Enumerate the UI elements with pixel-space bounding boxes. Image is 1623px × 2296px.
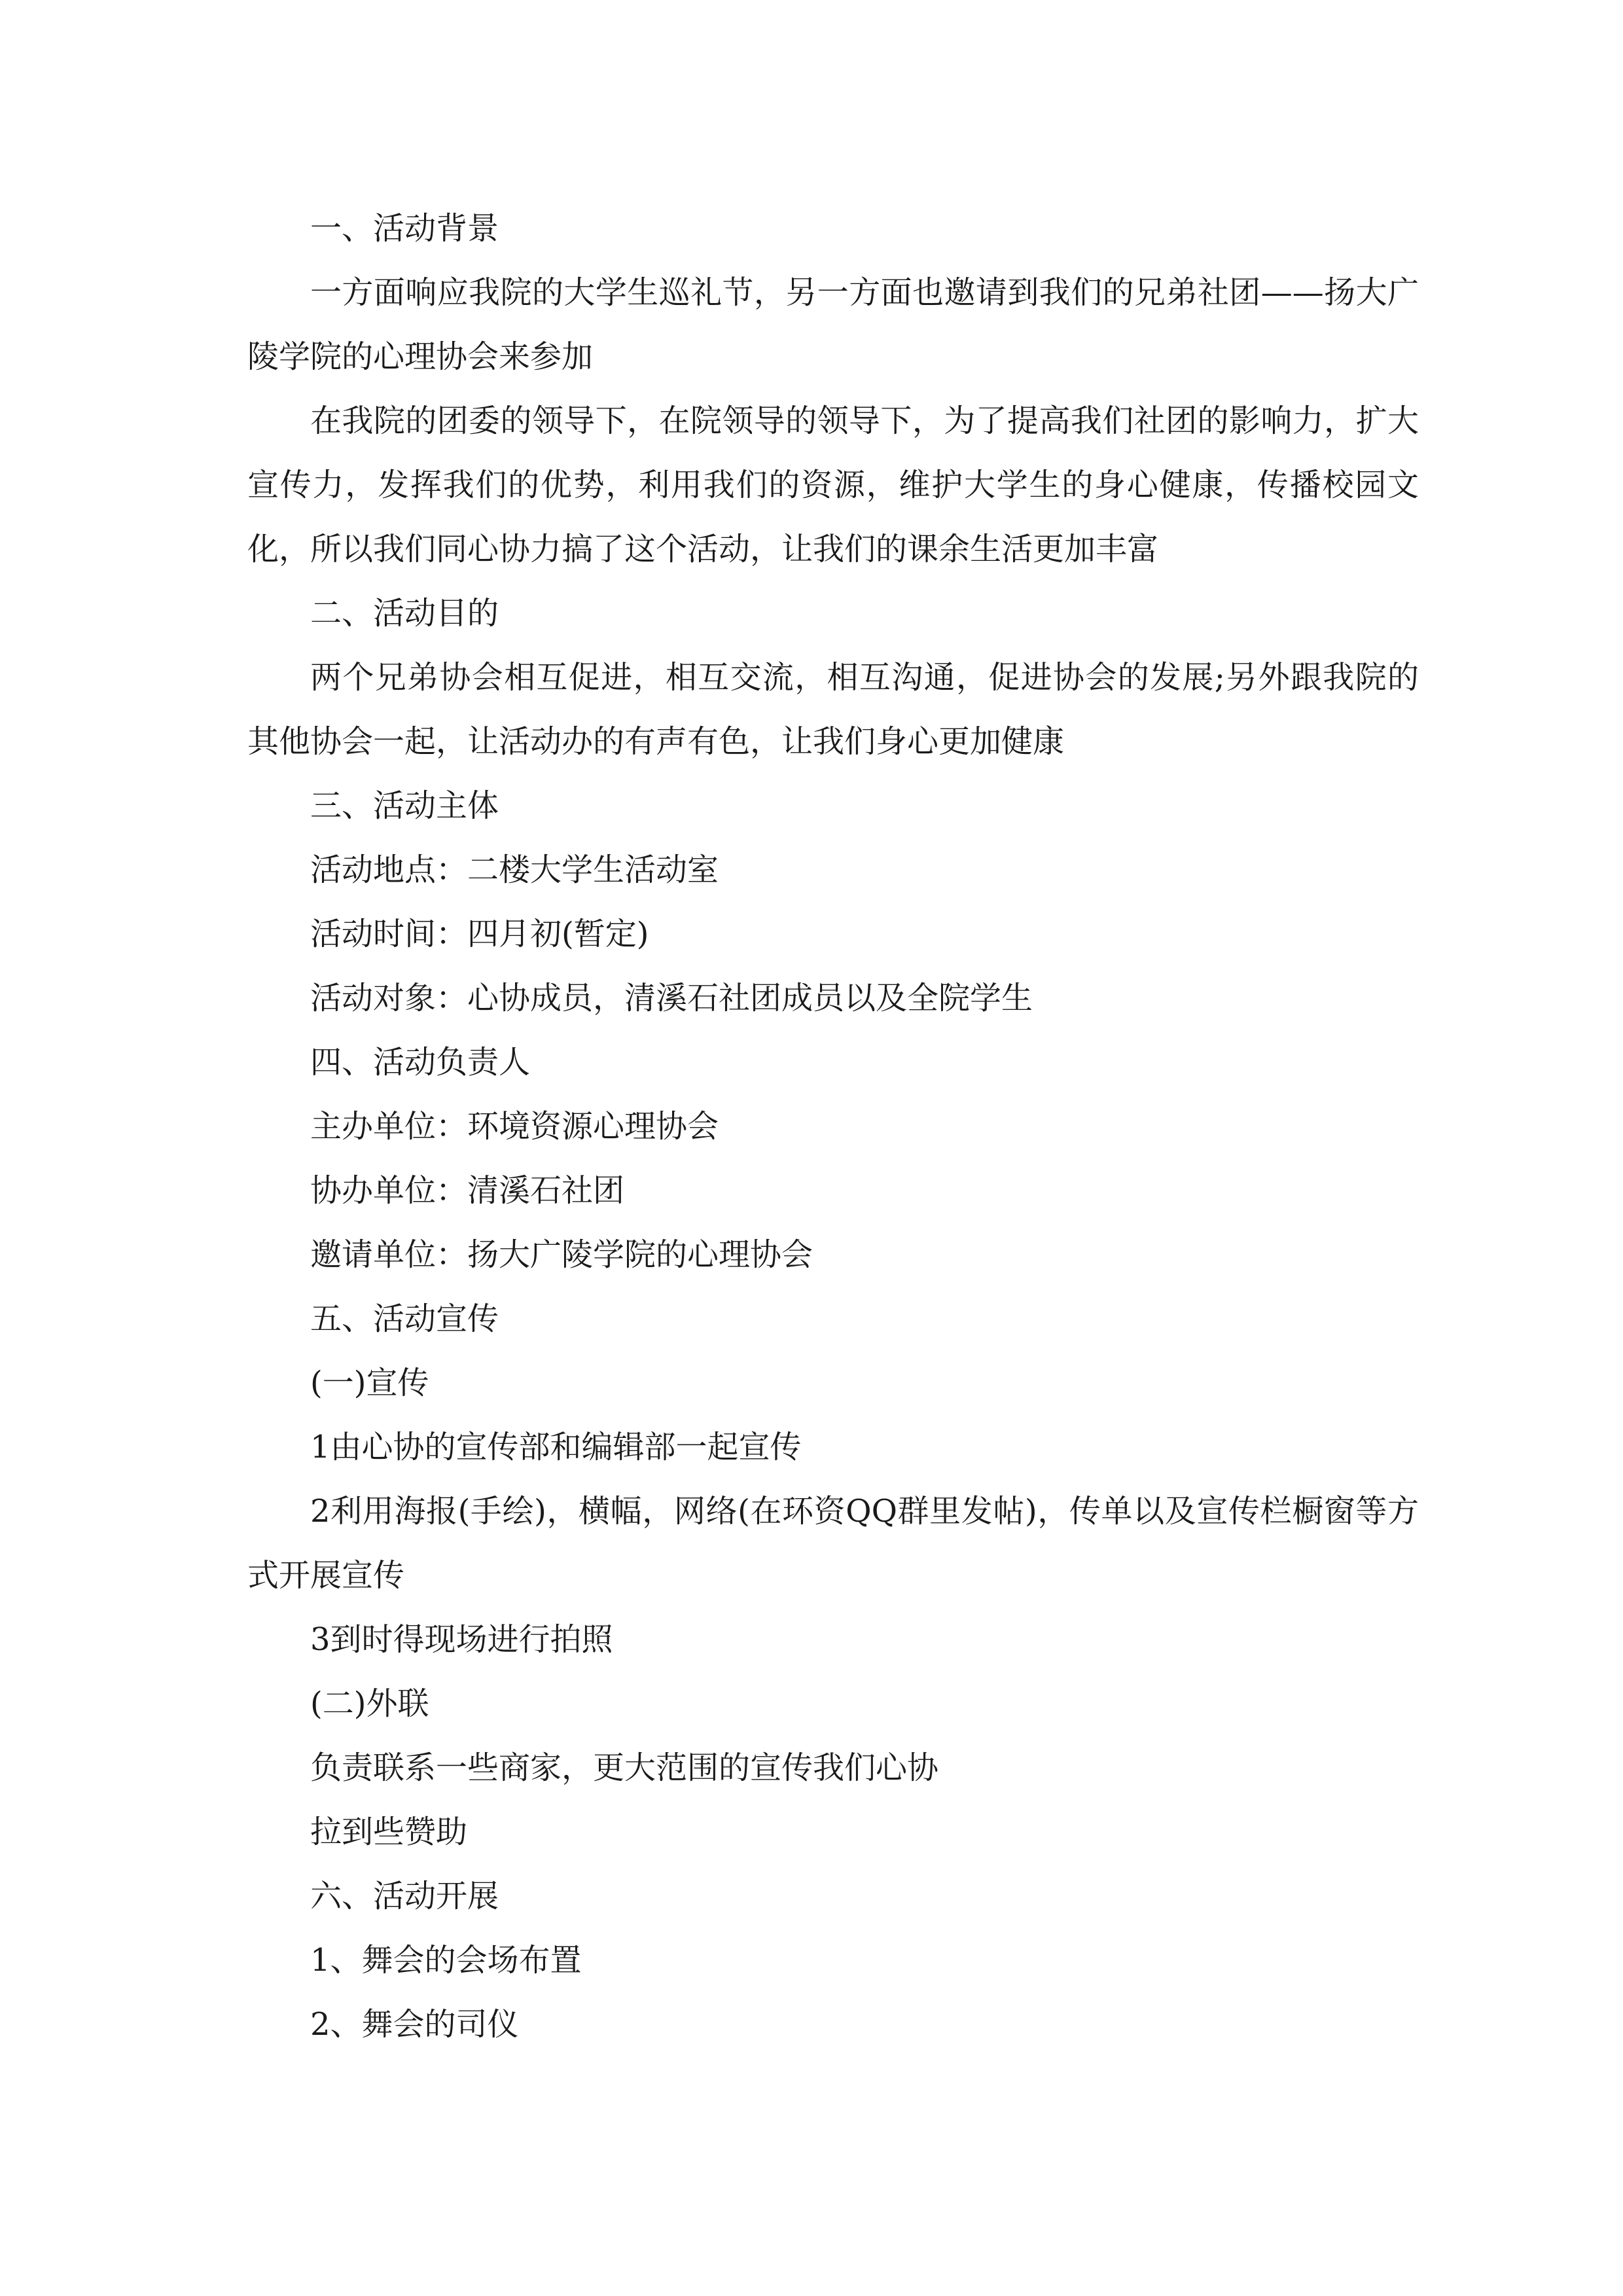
section-heading-purpose: 二、活动目的 [310, 595, 499, 632]
subsection-heading-publicity: (一)宣传 [310, 1365, 429, 1401]
background-paragraph-1: 一方面响应我院的大学生巡礼节，另一方面也邀请到我们的兄弟社团——扬大广陵学院的心理协会来参加 [247, 274, 1419, 375]
activity-time: 活动时间：四月初(暂定) [310, 916, 649, 952]
section-heading-subject: 三、活动主体 [310, 787, 499, 824]
invited-organizer: 邀请单位：扬大广陵学院的心理协会 [310, 1236, 813, 1273]
subsection-heading-outreach: (二)外联 [310, 1685, 429, 1722]
publicity-item-3: 3到时得现场进行拍照 [310, 1621, 613, 1658]
background-paragraph-2: 在我院的团委的领导下，在院领导的领导下，为了提高我们社团的影响力，扩大宣传力，发挥我们的优势，利用我们的资源，维护大学生的身心健康，传播校园文化，所以我们同心协力搞了这个活动，让我们的课余生活更加丰富 [247, 403, 1419, 567]
host-organizer: 主办单位：环境资源心理协会 [310, 1108, 719, 1145]
publicity-item-1: 1由心协的宣传部和编辑部一起宣传 [310, 1429, 802, 1465]
implementation-item-2: 2、舞会的司仪 [310, 2006, 519, 2043]
implementation-item-1: 1、舞会的会场布置 [310, 1942, 582, 1979]
publicity-item-2: 2利用海报(手绘)，横幅，网络(在环资QQ群里发帖)，传单以及宣传栏橱窗等方式开展宣传 [247, 1493, 1419, 1594]
section-heading-background: 一、活动背景 [310, 210, 499, 247]
purpose-paragraph: 两个兄弟协会相互促进，相互交流，相互沟通，促进协会的发展;另外跟我院的其他协会一起，让活动办的有声有色，让我们身心更加健康 [247, 659, 1419, 760]
co-organizer: 协办单位：清溪石社团 [310, 1172, 625, 1209]
document-body [247, 196, 1419, 2056]
section-heading-promotion: 五、活动宣传 [310, 1300, 499, 1337]
outreach-item-2: 拉到些赞助 [310, 1814, 468, 1850]
activity-location: 活动地点：二楼大学生活动室 [310, 852, 719, 888]
section-heading-organizers: 四、活动负责人 [310, 1044, 531, 1081]
section-heading-implementation: 六、活动开展 [310, 1878, 499, 1914]
activity-audience: 活动对象：心协成员，清溪石社团成员以及全院学生 [310, 980, 1033, 1016]
outreach-item-1: 负责联系一些商家，更大范围的宣传我们心协 [310, 1749, 939, 1786]
